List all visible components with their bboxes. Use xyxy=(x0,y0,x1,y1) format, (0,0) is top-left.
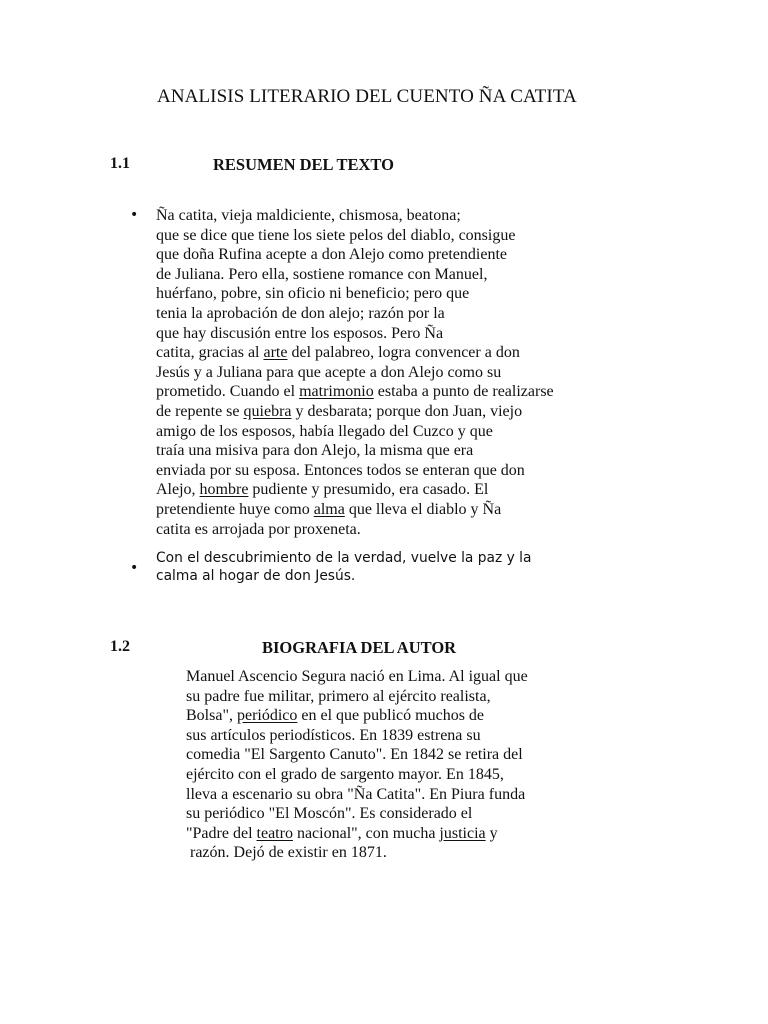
text-segment: del palabreo, logra convencer a don xyxy=(287,344,520,362)
text-segment: Bolsa", xyxy=(186,707,237,725)
text-line xyxy=(156,402,630,422)
text-segment: y desbarata; porque don Juan, viejo xyxy=(291,402,523,420)
text-line: tenia la aprobación de don alejo; razón por la xyxy=(156,304,445,322)
text-line: Ña catita, vieja maldiciente, chismosa, beatona; xyxy=(156,207,461,224)
summary-conclusion xyxy=(156,549,630,585)
text-line xyxy=(186,706,606,726)
text-line: sus artículos periodísticos. En 1839 estrena su xyxy=(186,726,481,744)
bullet-icon: • xyxy=(130,560,139,577)
text-segment: y xyxy=(485,824,498,842)
section-heading-resumen: RESUMEN DEL TEXTO xyxy=(213,155,394,174)
text-line: huérfano, pobre, sin oficio ni beneficio; pero que xyxy=(156,285,470,303)
text-line xyxy=(156,343,630,363)
link-matrimonio[interactable]: matrimonio xyxy=(299,383,374,401)
text-line xyxy=(156,382,630,402)
text-segment: estaba a punto de realizarse xyxy=(373,383,554,401)
text-segment: pretendiente huye como xyxy=(156,500,314,518)
text-line: amigo de los esposos, había llegado del Cuzco y que xyxy=(156,422,493,440)
text-segment: catita, gracias al xyxy=(156,344,264,362)
bullet-icon: • xyxy=(130,207,139,223)
text-segment: de repente se xyxy=(156,402,244,420)
text-line: lleva a escenario su obra "Ña Catita". En Piura funda xyxy=(186,785,526,803)
text-line xyxy=(186,824,606,844)
text-segment: prometido. Cuando el xyxy=(156,383,300,401)
text-line xyxy=(156,500,630,520)
section-number-1-1: 1.1 xyxy=(110,155,130,172)
text-line: catita es arrojada por proxeneta. xyxy=(156,520,361,538)
text-line: comedia "El Sargento Canuto". En 1842 se retira del xyxy=(186,746,523,764)
text-line: calma al hogar de don Jesús. xyxy=(156,568,356,585)
text-line: Jesús y a Juliana para que acepte a don Alejo como su xyxy=(156,363,502,381)
text-line: que se dice que tiene los siete pelos del diablo, consigue xyxy=(156,226,516,244)
text-segment: nacional", con mucha xyxy=(292,824,440,842)
text-line xyxy=(156,480,630,500)
link-alma[interactable]: alma xyxy=(313,500,345,518)
text-line: ejército con el grado de sargento mayor. En 1845, xyxy=(186,765,504,783)
text-line: traía una misiva para don Alejo, la misma que era xyxy=(156,442,474,460)
text-line: de Juliana. Pero ella, sostiene romance con Manuel, xyxy=(156,265,488,283)
document-title: ANALISIS LITERARIO DEL CUENTO ÑA CATITA xyxy=(157,86,577,107)
text-line: que doña Rufina acepte a don Alejo como pretendiente xyxy=(156,246,507,264)
biography-paragraph xyxy=(186,667,606,863)
summary-bullet-2 xyxy=(130,549,630,585)
link-justicia[interactable]: justicia xyxy=(439,824,486,842)
link-arte[interactable]: arte xyxy=(263,344,288,362)
text-segment: Alejo, xyxy=(156,481,200,499)
text-segment: pudiente y presumido, era casado. El xyxy=(248,481,489,499)
summary-bullet-list xyxy=(130,206,630,585)
section-number-1-2: 1.2 xyxy=(110,638,130,655)
text-line: enviada por su esposa. Entonces todos se enteran que don xyxy=(156,461,525,479)
text-line: razón. Dejó de existir en 1871. xyxy=(186,844,387,862)
link-periodico[interactable]: periódico xyxy=(236,707,298,725)
text-segment: en el que publicó muchos de xyxy=(297,707,485,725)
text-line: su periódico "El Moscón". Es considerado el xyxy=(186,805,473,823)
section-heading-biografia: BIOGRAFIA DEL AUTOR xyxy=(262,638,457,657)
link-hombre[interactable]: hombre xyxy=(199,481,249,499)
text-line: su padre fue militar, primero al ejército realista, xyxy=(186,687,491,705)
text-segment: que lleva el diablo y Ña xyxy=(344,500,502,518)
link-teatro[interactable]: teatro xyxy=(256,824,293,842)
summary-bullet-1 xyxy=(130,206,630,539)
text-line: Con el descubrimiento de la verdad, vuelve la paz y la xyxy=(156,550,532,567)
text-line: Manuel Ascencio Segura nació en Lima. Al igual que xyxy=(186,668,528,685)
text-line: que hay discusión entre los esposos. Pero Ña xyxy=(156,324,444,342)
text-segment: "Padre del xyxy=(186,824,257,842)
link-quiebra[interactable]: quiebra xyxy=(243,402,292,420)
summary-paragraph xyxy=(156,206,630,539)
